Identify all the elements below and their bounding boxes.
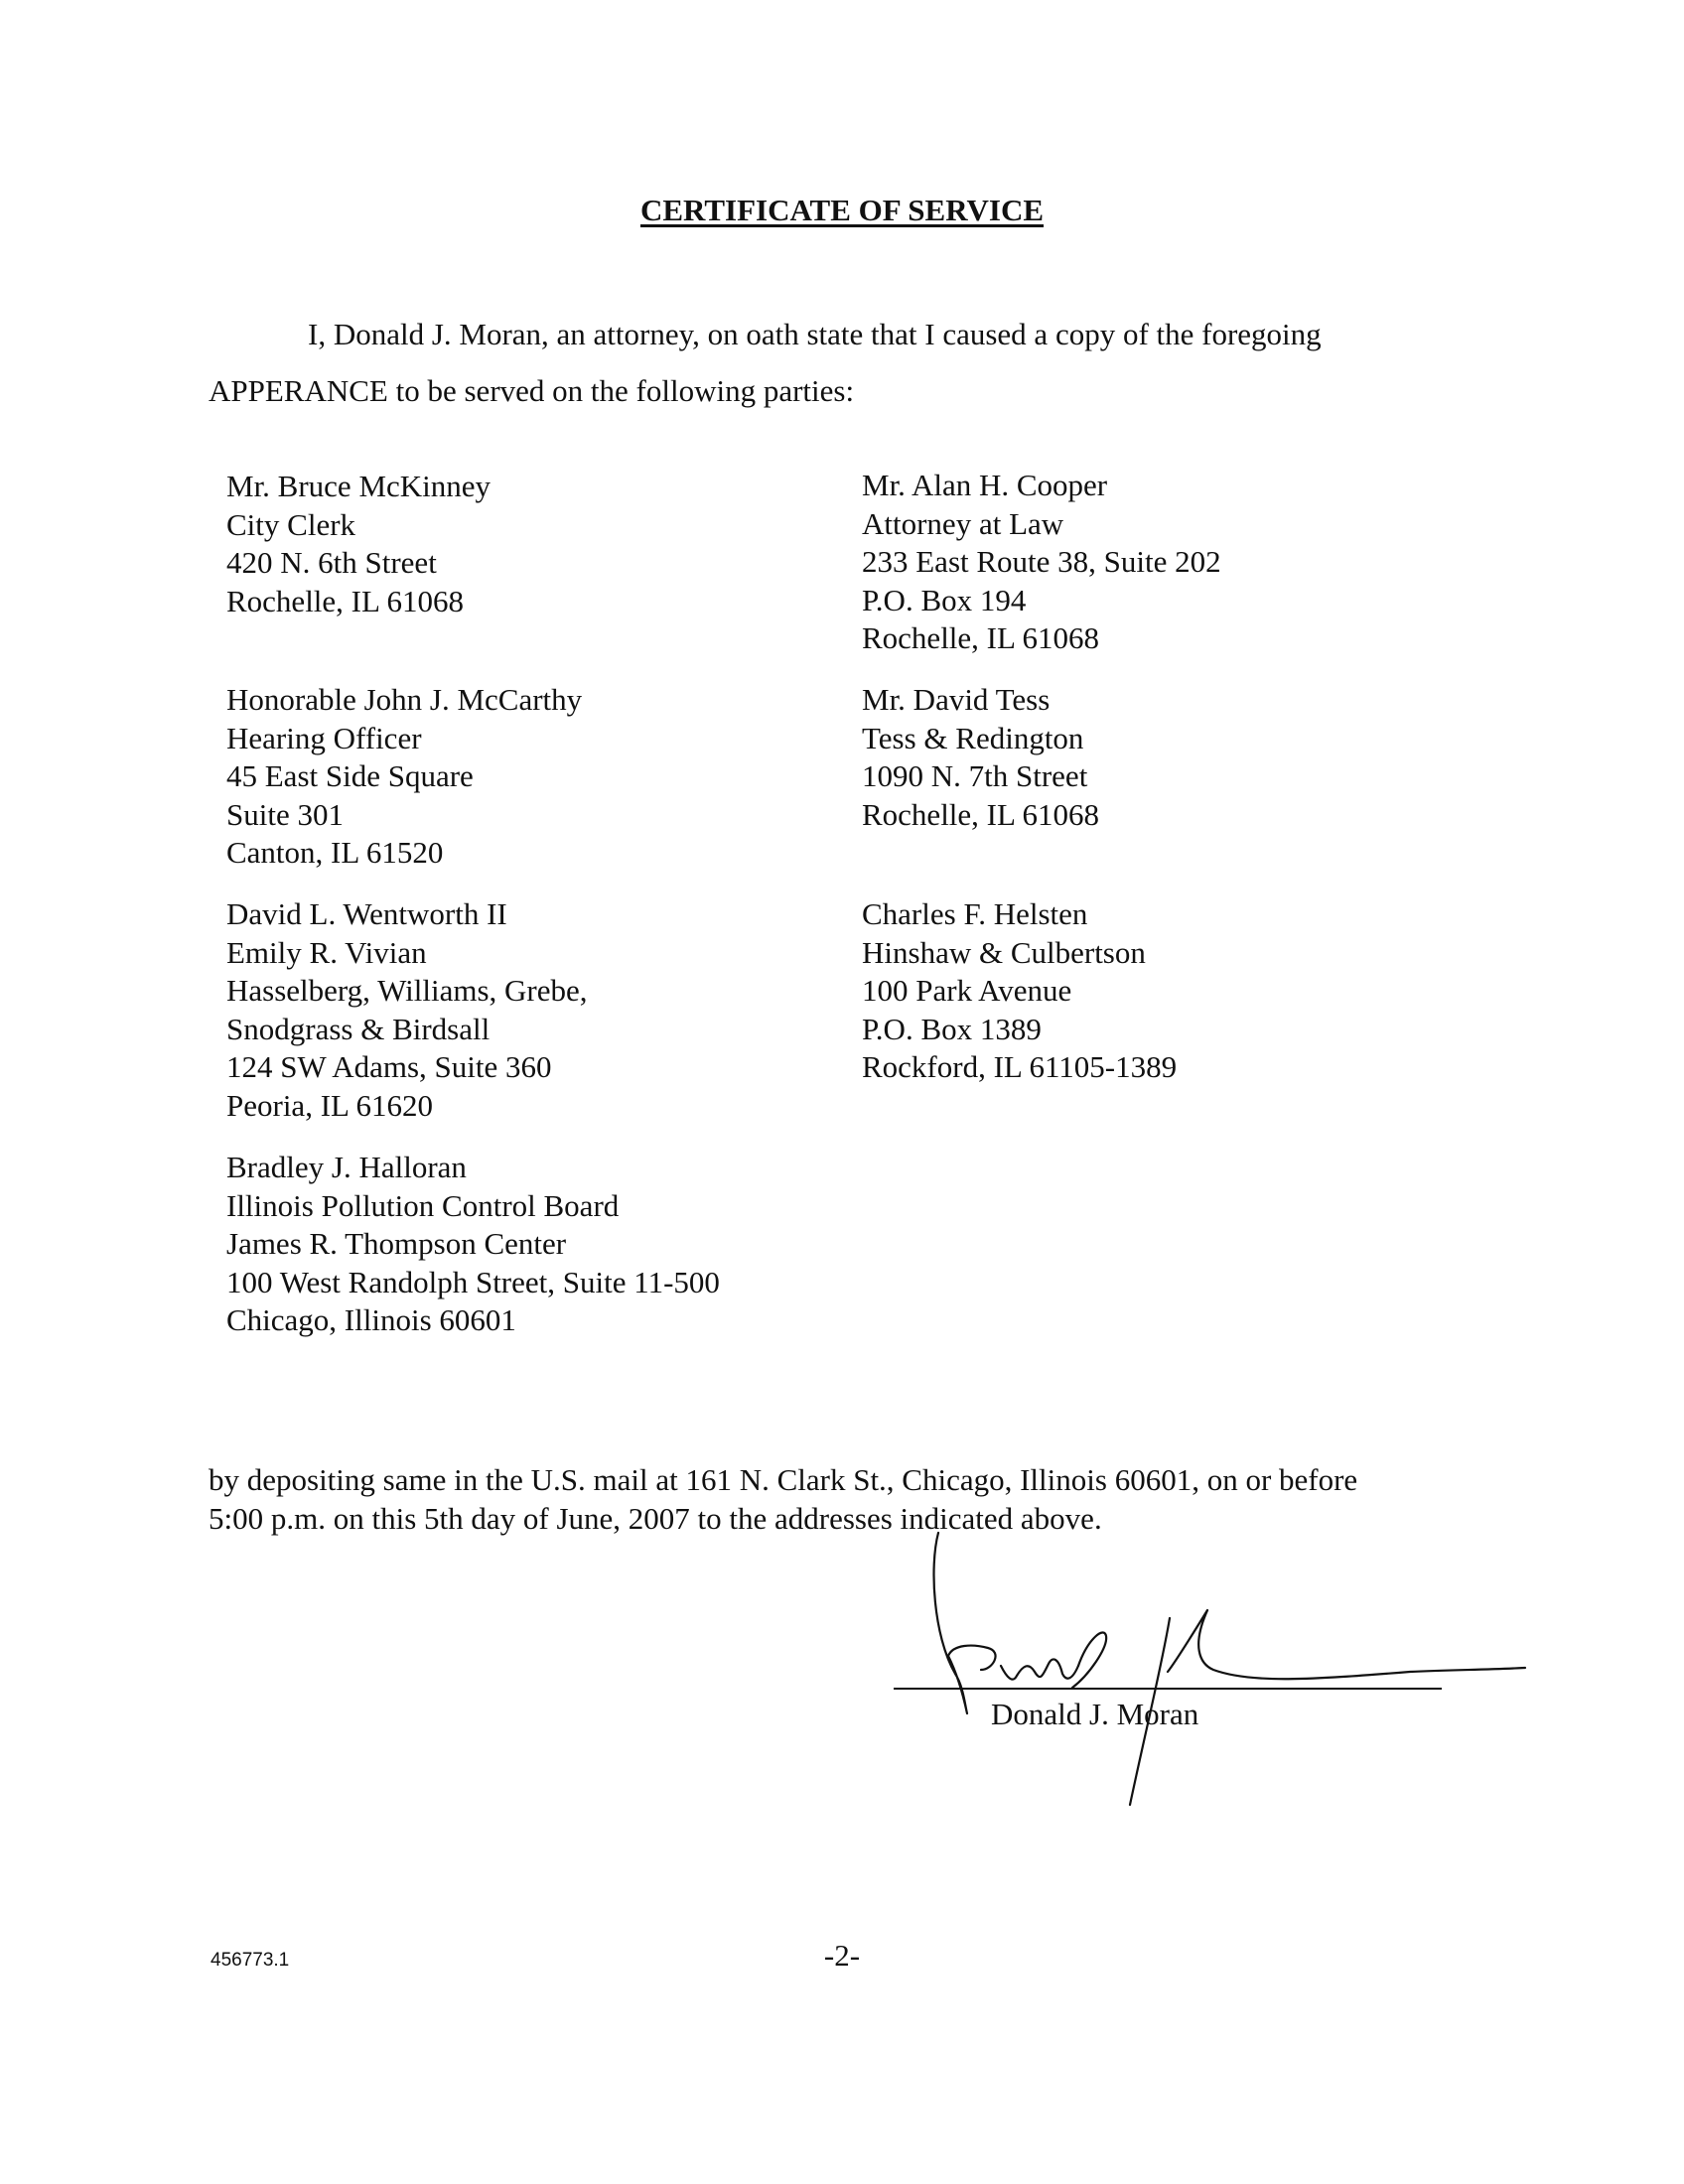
- address-line: Attorney at Law: [862, 505, 1064, 541]
- address-line: City Clerk: [226, 506, 356, 542]
- document-number: 456773.1: [210, 1950, 290, 1971]
- intro-line-2: APPERANCE to be served on the following parties:: [209, 373, 855, 408]
- address-line: P.O. Box 194: [862, 582, 1027, 617]
- address-line: 1090 N. 7th Street: [862, 758, 1088, 793]
- address-line: Mr. David Tess: [862, 682, 1051, 717]
- address-line: Snodgrass & Birdsall: [226, 1011, 491, 1046]
- address-line: Mr. Alan H. Cooper: [862, 468, 1108, 502]
- address-line: Rochelle, IL 61068: [862, 620, 1100, 655]
- address-line: Peoria, IL 61620: [226, 1087, 434, 1123]
- page-title: CERTIFICATE OF SERVICE: [639, 193, 1045, 227]
- party-address-block: [226, 1149, 720, 1340]
- address-line: Rockford, IL 61105-1389: [862, 1049, 1178, 1084]
- address-line: 100 West Randolph Street, Suite 11-500: [226, 1264, 720, 1299]
- address-line: Rochelle, IL 61068: [862, 796, 1100, 832]
- address-line: Rochelle, IL 61068: [226, 583, 465, 618]
- address-line: Honorable John J. McCarthy: [226, 682, 583, 717]
- intro-line-1: I, Donald J. Moran, an attorney, on oath state that I caused a copy of the foregoing: [308, 317, 1322, 351]
- closing-line-2: 5:00 p.m. on this 5th day of June, 2007 to the addresses indicated above.: [209, 1500, 1102, 1536]
- address-line: Tess & Redington: [862, 720, 1084, 755]
- party-address-block: [862, 467, 1221, 658]
- address-line: Bradley J. Halloran: [226, 1150, 467, 1184]
- address-line: Illinois Pollution Control Board: [226, 1187, 620, 1223]
- address-line: 45 East Side Square: [226, 758, 474, 793]
- handwritten-signature: [894, 1527, 1529, 1815]
- intro-paragraph: [209, 306, 1499, 419]
- address-line: 420 N. 6th Street: [226, 545, 437, 580]
- address-line: Hasselberg, Williams, Grebe,: [226, 973, 588, 1008]
- closing-line-1: by depositing same in the U.S. mail at 161 N. Clark St., Chicago, Illinois 60601, on or before: [209, 1462, 1358, 1497]
- party-address-block: [862, 895, 1177, 1087]
- address-line: 124 SW Adams, Suite 360: [226, 1049, 552, 1084]
- address-line: Emily R. Vivian: [226, 934, 427, 970]
- party-address-block: [862, 681, 1099, 834]
- signer-name: Donald J. Moran: [991, 1697, 1199, 1731]
- address-line: Hinshaw & Culbertson: [862, 934, 1146, 970]
- party-address-block: [226, 895, 588, 1125]
- address-line: James R. Thompson Center: [226, 1226, 567, 1261]
- address-line: 233 East Route 38, Suite 202: [862, 544, 1221, 579]
- address-line: Charles F. Helsten: [862, 896, 1088, 931]
- address-line: Canton, IL 61520: [226, 835, 444, 870]
- signature-line: [894, 1688, 1442, 1690]
- address-line: 100 Park Avenue: [862, 973, 1072, 1008]
- address-line: Chicago, Illinois 60601: [226, 1302, 516, 1337]
- page-number: -2-: [823, 1938, 861, 1973]
- party-address-block: [226, 681, 582, 873]
- address-line: Mr. Bruce McKinney: [226, 469, 491, 503]
- address-line: Hearing Officer: [226, 720, 422, 755]
- address-line: David L. Wentworth II: [226, 896, 507, 931]
- address-line: Suite 301: [226, 796, 344, 832]
- party-address-block: [226, 468, 491, 620]
- address-line: P.O. Box 1389: [862, 1011, 1042, 1046]
